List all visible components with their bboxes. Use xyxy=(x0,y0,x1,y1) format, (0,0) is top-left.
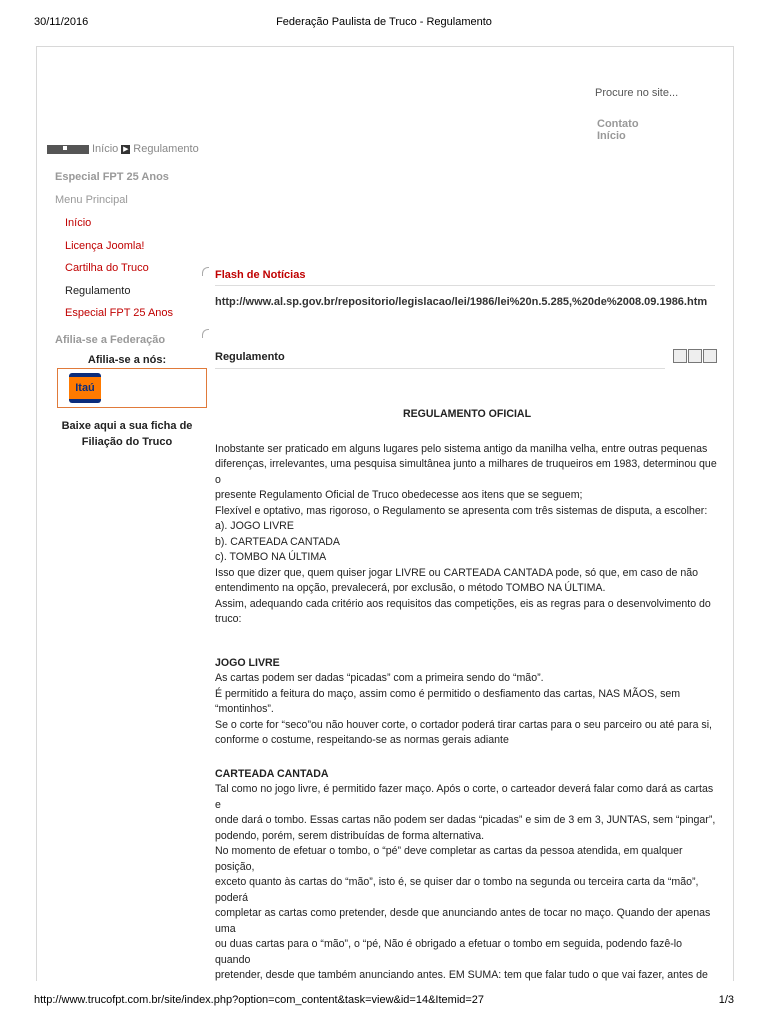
section-title-carteada: CARTEADA CANTADA xyxy=(215,767,329,780)
main-content xyxy=(215,269,719,363)
corner-decoration xyxy=(202,329,209,338)
intro-block xyxy=(215,442,719,628)
article-body xyxy=(215,407,719,981)
jogo-livre-line: Se o corte for “seco”ou não houver corte, o cortador poderá tirar cartas para o seu parceiro ou até para si, xyxy=(215,718,712,731)
article-title: Regulamento xyxy=(215,351,665,369)
sidebar-item-inicio[interactable]: Início xyxy=(65,217,92,229)
section-title-jogo-livre: JOGO LIVRE xyxy=(215,656,280,669)
carteada-line: ou duas cartas para o “mão”, o “pé, Não é obrigado a efetuar o tombo em seguida, podendo fazê-lo quando xyxy=(215,938,683,966)
intro-line: Flexível e optativo, mas rigoroso, o Regulamento se apresenta com três sistemas de disputa, a escolher: xyxy=(215,504,708,517)
sidebar-especial-heading[interactable]: Especial FPT 25 Anos xyxy=(55,171,169,183)
intro-line: c). TOMBO NA ÚLTIMA xyxy=(215,551,327,563)
top-nav-contato[interactable]: Contato xyxy=(597,118,639,130)
intro-line: diferenças, irrelevantes, uma pesquisa simultânea junto a milhares de truqueiros em 1983, determinou que o xyxy=(215,458,717,486)
baixe-line-1: Baixe aqui a sua ficha de xyxy=(61,419,193,432)
home-icon xyxy=(47,145,89,154)
pdf-icon[interactable] xyxy=(673,349,687,363)
page-frame xyxy=(36,46,734,981)
intro-line: a). JOGO LIVRE xyxy=(215,520,294,532)
print-url: http://www.trucofpt.com.br/site/index.php?option=com_content&task=view&id=14&Itemid=27 xyxy=(34,994,485,1006)
corner-decoration xyxy=(202,267,209,276)
carteada-line: podendo, porém, serem distribuídas de forma alternativa. xyxy=(215,829,485,842)
sidebar-item-licenca[interactable]: Licença Joomla! xyxy=(65,239,145,252)
carteada-line: completar as cartas como pretender, desde que anunciando antes de tocar no maço. Quando der apenas uma xyxy=(215,907,711,935)
intro-line: Inobstante ser praticado em alguns lugares pelo sistema antigo da manilha velha, entre outras pequenas xyxy=(215,442,708,455)
print-header xyxy=(34,16,734,30)
itau-logo-text: Itaú xyxy=(69,377,101,399)
itau-banner[interactable] xyxy=(57,368,207,408)
search-input[interactable]: Procure no site... xyxy=(595,87,679,99)
carteada-line: No momento de efetuar o tombo, o “pé” deve completar as cartas da pessoa atendida, em qualquer posição, xyxy=(215,845,683,873)
baixe-ficha-link[interactable] xyxy=(47,418,207,450)
breadcrumb xyxy=(47,143,199,155)
article-tools xyxy=(673,349,717,363)
print-page-number: 1/3 xyxy=(718,994,734,1006)
print-date: 30/11/2016 xyxy=(34,16,89,28)
sidebar-item-especial[interactable]: Especial FPT 25 Anos xyxy=(65,307,174,319)
email-icon[interactable] xyxy=(703,349,717,363)
top-nav xyxy=(597,118,733,142)
carteada-line: onde dará o tombo. Essas cartas não podem ser dadas “picadas” e sim de 3 em 3, JUNTAS, sem “pingar”, xyxy=(215,814,716,826)
carteada-line: exceto quanto às cartas do “mão”, isto é, se quiser dar o tombo na segunda ou terceira carta da “mão”, poderá xyxy=(215,876,699,904)
intro-line: b). CARTEADA CANTADA xyxy=(215,535,340,548)
intro-line: Assim, adequando cada critério aos requisitos das competições, eis as regras para o desenvolvimento do truco: xyxy=(215,597,711,625)
arrow-right-icon: ▶ xyxy=(123,145,129,153)
intro-line: Isso que dizer que, quem quiser jogar LIVRE ou CARTEADA CANTADA pode, só que, em caso de não xyxy=(215,566,699,579)
breadcrumb-current: Regulamento xyxy=(133,143,199,155)
intro-line: entendimento na opção, prevalecerá, por exclusão, o método TOMBO NA ÚLTIMA. xyxy=(215,582,606,594)
jogo-livre-line: conforme o costume, respeitando-se as normas gerais adiante xyxy=(215,734,509,746)
sidebar-item-regulamento[interactable]: Regulamento xyxy=(65,284,131,297)
carteada-line: Tal como no jogo livre, é permitido fazer maço. Após o corte, o carteador deverá falar como dará as cartas e xyxy=(215,783,714,811)
top-nav-inicio[interactable]: Início xyxy=(597,130,626,142)
jogo-livre-line: É permitido a feitura do maço, assim como é permitido o desfiamento das cartas, NAS MÃOS, sem “montinhos”. xyxy=(215,687,681,715)
baixe-line-2: Filiação do Truco xyxy=(81,435,173,448)
sidebar-afilia-heading[interactable]: Afilia-se a Federação xyxy=(55,333,166,346)
breadcrumb-home[interactable]: Início xyxy=(92,143,119,155)
afilia-label: Afilia-se a nós: xyxy=(87,353,167,366)
intro-line: presente Regulamento Oficial de Truco obedecesse aos itens que se seguem; xyxy=(215,489,583,501)
jogo-livre-line: As cartas podem ser dadas “picadas” com a primeira sendo do “mão”. xyxy=(215,672,544,684)
carteada-line: pretender, desde que também anunciando antes. EM SUMA: tem que falar tudo o que vai fazer, antes de xyxy=(215,969,708,981)
print-icon[interactable] xyxy=(688,349,702,363)
sidebar xyxy=(47,171,207,450)
flash-title: Flash de Notícias xyxy=(215,269,715,286)
print-title: Federação Paulista de Truco - Regulamento xyxy=(276,16,492,28)
article-heading: REGULAMENTO OFICIAL xyxy=(402,408,532,420)
sidebar-item-cartilha[interactable]: Cartilha do Truco xyxy=(65,262,149,274)
itau-logo xyxy=(69,373,101,403)
flash-link[interactable]: http://www.al.sp.gov.br/repositorio/legislacao/lei/1986/lei%20n.5.285,%20de%2008.09.1986.htm xyxy=(215,296,708,308)
sidebar-menu-heading: Menu Principal xyxy=(55,194,128,206)
